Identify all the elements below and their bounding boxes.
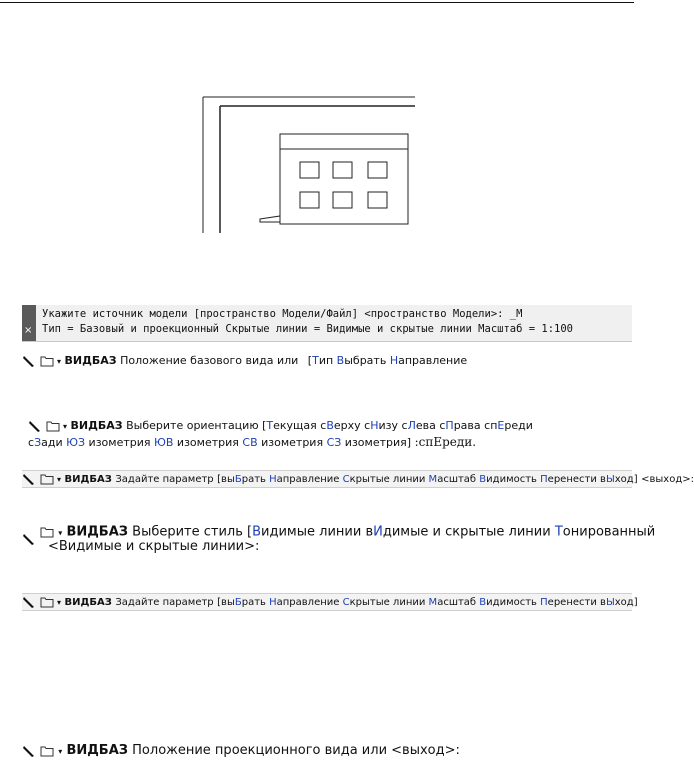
option-item[interactable]: Направление [269, 474, 340, 485]
close-icon[interactable]: × [24, 325, 33, 336]
command-line-2[interactable] [28, 418, 533, 434]
option-item[interactable]: спЕреди [484, 419, 533, 432]
option-item[interactable]: Тонированный [554, 524, 656, 540]
option-item[interactable]: сНизу [364, 419, 398, 432]
base-view-drawing [200, 95, 420, 235]
default-value: <Видимые и скрытые линии>: [48, 539, 260, 554]
option-item[interactable]: вЫход [600, 474, 634, 485]
option-item[interactable]: СВ изометрия [242, 436, 324, 449]
prompt-text: Выберите стиль [132, 524, 243, 540]
option-item[interactable]: Видимость [479, 474, 537, 485]
command-line-1[interactable] [22, 353, 492, 369]
typed-input: :спЕреди. [414, 435, 477, 449]
command-name: ВИДБАЗ [66, 743, 129, 758]
dropdown-arrow-icon[interactable]: ▾ [57, 598, 62, 607]
command-line-2-continued[interactable] [28, 434, 508, 450]
folder-icon[interactable] [40, 355, 54, 367]
wrench-icon [22, 472, 36, 486]
dropdown-arrow-icon[interactable]: ▾ [58, 528, 63, 538]
wrench-icon [22, 354, 36, 368]
command-name: ВИДБАЗ [64, 597, 112, 608]
command-line-4[interactable] [22, 518, 656, 540]
option-item[interactable]: выБрать [221, 597, 266, 608]
page-top-rule [0, 2, 634, 3]
prompt-text: Задайте параметр [115, 597, 214, 608]
command-name: ВИДБАЗ [66, 524, 129, 540]
folder-icon[interactable] [40, 473, 54, 485]
option-direction[interactable]: Направление [389, 354, 468, 367]
option-item[interactable]: Видимость [479, 597, 537, 608]
command-name: ВИДБАЗ [70, 419, 123, 432]
command-line-5[interactable] [22, 593, 638, 611]
command-name: ВИДБАЗ [64, 474, 112, 485]
option-item[interactable]: вЫход [600, 597, 634, 608]
option-item[interactable]: вИдимые и скрытые линии [365, 524, 551, 540]
option-item[interactable]: Скрытые линии [342, 597, 426, 608]
option-item[interactable]: выБрать [221, 474, 266, 485]
prompt-text: Положение проекционного вида или <выход>: [132, 743, 460, 758]
wrench-icon [28, 419, 42, 433]
option-item[interactable]: Текущая [266, 419, 317, 432]
option-select[interactable]: Выбрать [336, 354, 387, 367]
command-history [22, 305, 632, 342]
history-line-2: Тип = Базовый и проекционный Скрытые линии = Видимые и скрытые линии Масштаб = 1:100 [42, 323, 574, 335]
folder-icon[interactable] [40, 526, 54, 538]
parameter-options[interactable]: [выБрать Направление Скрытые линии Масштаб Видимость Перенести вЫход] [217, 597, 638, 608]
option-item[interactable]: Видимые линии [252, 524, 362, 540]
wrench-icon [22, 744, 36, 758]
prompt-text: Положение базового вида или [120, 354, 299, 367]
dropdown-arrow-icon[interactable]: ▾ [57, 475, 62, 484]
option-item[interactable]: Масштаб [428, 474, 477, 485]
command-line-6[interactable] [22, 742, 462, 762]
dropdown-arrow-icon[interactable]: ▾ [58, 747, 63, 756]
parameter-options[interactable]: [выБрать Направление Скрытые линии Масштаб Видимость Перенести вЫход] [217, 474, 638, 485]
option-item[interactable]: сЗади [28, 436, 63, 449]
options-bracket: [ [307, 354, 313, 367]
command-line-4-continued [48, 538, 448, 558]
style-options[interactable]: [Видимые линии вИдимые и скрытые линии Тонированный [247, 524, 656, 540]
option-item[interactable]: ЮЗ изометрия [66, 436, 151, 449]
prompt-text: Выберите ориентацию [126, 419, 259, 432]
wrench-icon [22, 595, 36, 609]
option-item[interactable]: Направление [269, 597, 340, 608]
folder-icon[interactable] [40, 745, 54, 757]
option-item[interactable]: Масштаб [428, 597, 477, 608]
dropdown-arrow-icon[interactable]: ▾ [57, 357, 62, 366]
option-item[interactable]: сПрава [439, 419, 481, 432]
folder-icon[interactable] [40, 596, 54, 608]
orientation-options[interactable] [266, 419, 532, 432]
option-item[interactable]: Перенести [540, 597, 597, 608]
option-item[interactable]: ЮВ изометрия [154, 436, 239, 449]
history-line-1: Укажите источник модели [пространство Модели/Файл] <пространство Модели>: _M [42, 308, 523, 320]
option-item[interactable]: сВерху [320, 419, 361, 432]
option-item[interactable]: СЗ изометрия [326, 436, 407, 449]
history-sidebar[interactable] [22, 305, 36, 341]
option-item[interactable]: сЛева [401, 419, 436, 432]
command-line-3[interactable] [22, 470, 694, 488]
options-bracket: [ [262, 419, 267, 432]
wrench-icon [22, 532, 36, 546]
dropdown-arrow-icon[interactable]: ▾ [63, 422, 68, 431]
option-type[interactable]: Тип [312, 354, 334, 367]
command-name: ВИДБАЗ [64, 354, 117, 367]
option-item[interactable]: Скрытые линии [342, 474, 426, 485]
orientation-options-more[interactable]: сЗади ЮЗ изометрия ЮВ изометрия СВ изометрия СЗ изометрия] [28, 436, 412, 449]
folder-icon[interactable] [46, 420, 60, 432]
prompt-text: Задайте параметр [115, 474, 214, 485]
option-item[interactable]: Перенести [540, 474, 597, 485]
default-value: <выход>: [641, 474, 694, 485]
drawing-viewport[interactable] [200, 95, 420, 235]
